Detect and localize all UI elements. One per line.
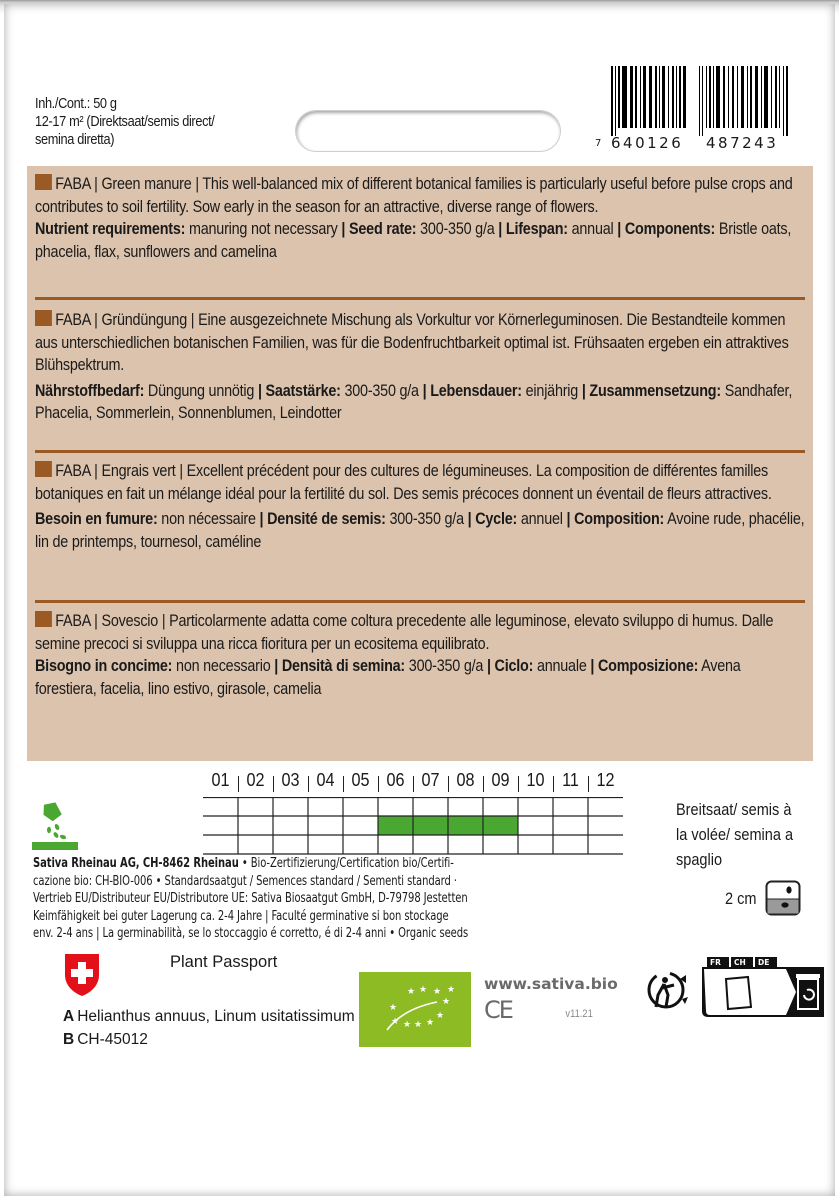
ce-mark-icon: CE [484,996,512,1024]
barcode-group-1: 640126 [611,134,684,152]
section-italian-specs: Bisogno in concime: non necessario | Densità di semina: 300-350 g/a | Ciclo: annuale | Composizione: Avena forestiera, facelia, lino estivo, girasole, camelia [35,656,741,698]
product-info-panel [27,166,813,761]
month-05: 05 [351,770,370,790]
plant-passport-title: Plant Passport [170,953,278,971]
svg-text:★: ★ [442,997,451,1007]
hang-slot [295,110,561,152]
svg-text:★: ★ [419,985,428,995]
barcode-digit-first: 7 [595,138,604,149]
month-08: 08 [456,770,475,790]
website-link[interactable]: www.sativa.bio [484,975,618,993]
sowing-depth-icon [765,880,801,916]
month-07: 07 [421,770,440,790]
barcode-bars-icon [595,66,800,138]
svg-text:★: ★ [447,985,456,995]
svg-text:★: ★ [436,1011,445,1021]
svg-text:★: ★ [391,1017,400,1027]
svg-text:★: ★ [414,1020,423,1030]
svg-text:★: ★ [403,1020,412,1030]
month-09: 09 [491,770,510,790]
square-bullet-icon [35,461,52,477]
plant-passport-a: A Helianthus annuus, Linum usitatissimum [63,1008,355,1025]
section-french [35,460,805,553]
sowing-calendar [203,770,623,860]
square-bullet-icon [35,310,52,326]
section-divider [35,450,805,453]
sowing-method: Breitsaat/ semis à la volée/ semina a spaglio [676,801,794,869]
month-03: 03 [281,770,300,790]
month-01: 01 [211,770,230,790]
recycle-country-ch: CH [734,958,746,967]
barcode [595,66,800,154]
barcode-number [595,134,800,154]
section-german-description: FABA | Gründüngung | Eine ausgezeichnete Mischung als Vorkultur vor Körnerleguminosen. Die Bestandteile kommen aus unterschiedlichen botanischen Familien, was für die Bodenfruchtbarkeit optimal ist. Frühsaaten ergeben ein attraktives Blühspektrum. [35,310,789,374]
company-name: Sativa Rheinau AG, CH-8462 Rheinau [33,856,239,871]
month-02: 02 [246,770,265,790]
section-divider [35,600,805,603]
barcode-group-2: 487243 [706,134,779,152]
eu-organic-logo [359,972,471,1047]
calendar-grid [203,797,625,857]
contents-weight: Inh./Cont.: 50 g [35,96,117,112]
month-12: 12 [596,770,615,790]
contents-info [35,95,255,149]
eu-leaf-stars-icon [359,972,471,1047]
section-italian-description: FABA | Sovescio | Particolarmente adatta come coltura precedente alle leguminose, elevato sviluppo di humus. Dalle semine precoci si sviluppa una ricca fioritura per un ecositema equilibrato. [35,611,774,653]
square-bullet-icon [35,611,52,627]
sowing-depth: 2 cm [725,890,757,908]
section-german [35,309,805,425]
plant-passport-b: B CH-45012 [63,1031,148,1048]
section-english-description: FABA | Green manure | This well-balanced mix of different botanical families is particularly useful before pulse crops and contributes to soil fertility. Sow early in the season for an attractive, diverse range of flowers. [35,174,793,216]
month-06: 06 [386,770,405,790]
section-italian [35,610,805,700]
svg-text:★: ★ [426,1018,435,1028]
section-english-specs: Nutrient requirements: manuring not necessary | Seed rate: 300-350 g/a | Lifespan: annual | Components: Bristle oats, phacelia, flax, sunflowers and camelina [35,219,792,261]
legal-text: Sativa Rheinau AG, CH-8462 Rheinau • Bio-Zertifizierung/Certification bio/Certifi- cazione bio: CH-BIO-006 • Standardsaatgut / Semences standard / Sementi standard · Vertrieb EU/Distributeur EU/Distributore UE: Sativa Biosaatgut GmbH, D-79798 Jestetten Keimfähigkeit bei guter Lagerung ca. 2-4 Jahre | Faculté germinative si bon stockage env. 2-4 ans | La germinabilità, se lo stoccaggio é corretto, é di 2-4 anni • Organic seeds [33,856,469,941]
recycle-country-de: DE [758,958,770,967]
section-english [35,173,805,263]
svg-text:★: ★ [407,987,416,997]
svg-text:★: ★ [433,987,442,997]
recycle-country-fr: FR [710,958,721,967]
svg-text:★: ★ [389,1003,398,1013]
section-french-specs: Besoin en fumure: non nécessaire | Densité de semis: 300-350 g/a | Cycle: annuel | Composition: Avoine rude, phacélie, lin de printemps, tournesol, caméline [35,509,805,551]
recycling-triman-icon [644,955,824,1020]
section-german-specs: Nährstoffbedarf: Düngung unnötig | Saatstärke: 300-350 g/a | Lebensdauer: einjährig | Zusammensetzung: Sandhafer, Phacelia, Sommerlein, Sonnenblumen, Leindotter [35,380,793,422]
calendar-month-header [203,770,623,796]
month-11: 11 [562,770,579,790]
version-label: v11.21 [565,1008,593,1020]
coverage-area-line2: semina diretta) [35,132,115,148]
square-bullet-icon [35,174,52,190]
direct-sowing-icon [30,800,80,852]
section-french-description: FABA | Engrais vert | Excellent précédent pour des cultures de légumineuses. La composition de différentes familles botaniques en fait un mélange idéal pour la fertilité du sol. Des semis précoces donnent un éventail de fleurs attractives. [35,461,772,503]
section-divider [35,297,805,300]
month-10: 10 [526,770,545,790]
month-04: 04 [316,770,335,790]
swiss-cross-icon [64,953,100,997]
coverage-area-line1: 12-17 m² (Direktsaat/semis direct/ [35,114,215,130]
